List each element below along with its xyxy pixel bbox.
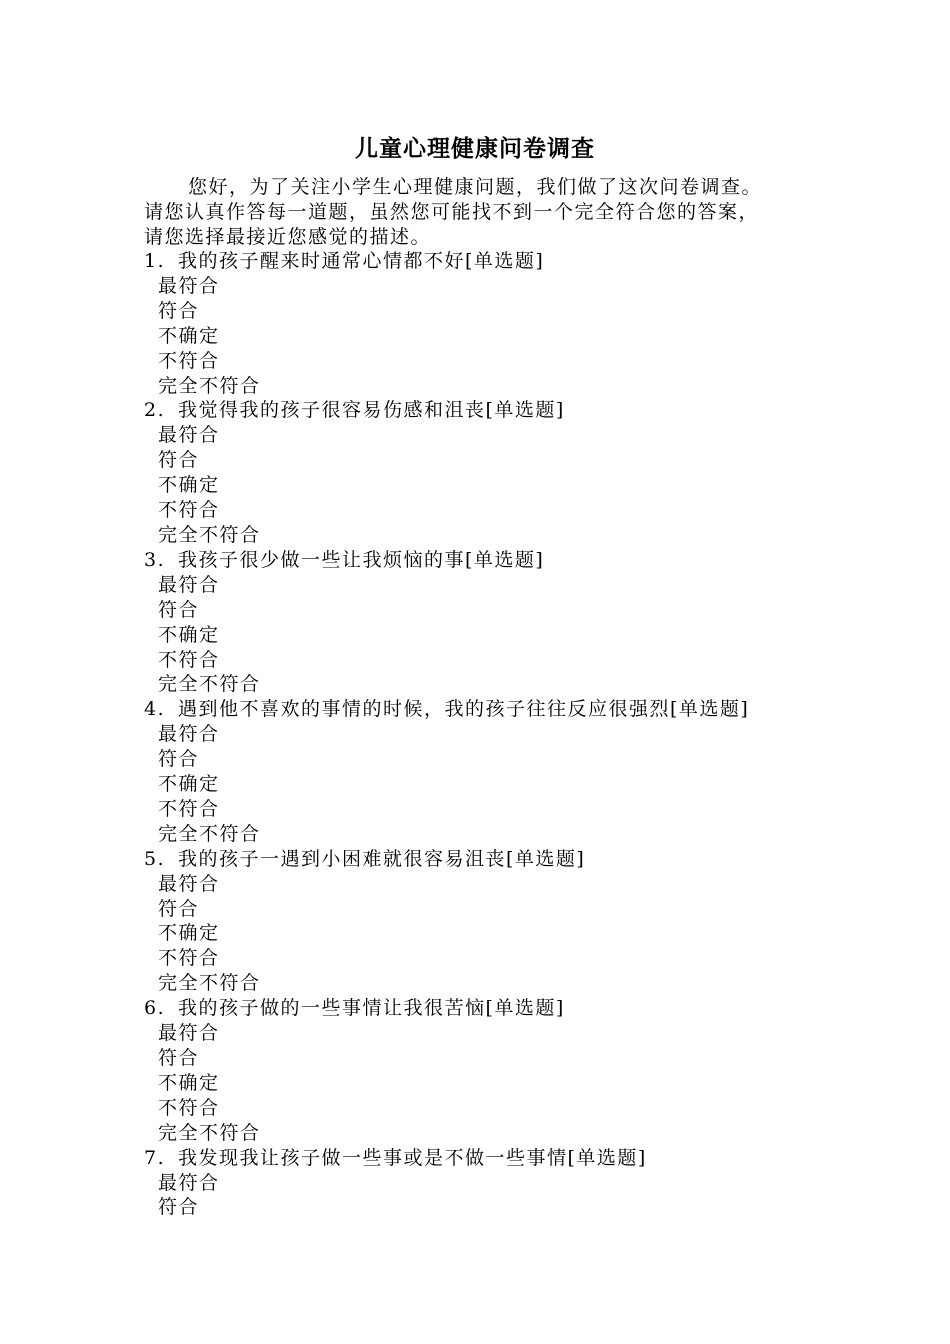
answer-option[interactable]: 不符合 [158, 349, 220, 372]
question-number: 4. [144, 698, 166, 721]
answer-option[interactable]: 符合 [158, 449, 200, 472]
answer-option[interactable]: 不确定 [158, 324, 220, 347]
answer-option[interactable]: 最符合 [158, 274, 220, 297]
question-number: 5. [144, 847, 166, 870]
answer-option[interactable]: 完全不符合 [158, 822, 261, 845]
answer-option[interactable]: 完全不符合 [158, 523, 261, 546]
question-list [144, 249, 824, 1220]
answer-option[interactable]: 最符合 [158, 424, 220, 447]
question-block [144, 548, 824, 697]
question-block [144, 398, 824, 547]
question-block [144, 697, 824, 846]
question-text: 我的孩子一遇到小困难就很容易沮丧[单选题] [178, 847, 586, 870]
question-text: 我觉得我的孩子很容易伤感和沮丧[单选题] [178, 399, 565, 422]
question-number: 1. [144, 250, 166, 272]
question-block [144, 249, 824, 398]
answer-option[interactable]: 符合 [158, 299, 200, 322]
question-text: 我孩子很少做一些让我烦恼的事[单选题] [178, 548, 545, 571]
question-3 [144, 548, 824, 573]
answer-option[interactable]: 不确定 [158, 1071, 220, 1094]
answer-option[interactable]: 不符合 [158, 1096, 220, 1119]
answer-option[interactable]: 不符合 [158, 648, 220, 671]
answer-option[interactable]: 最符合 [158, 1022, 220, 1045]
answer-option[interactable]: 符合 [158, 1196, 200, 1219]
answer-option[interactable]: 符合 [158, 1047, 200, 1069]
question-block [144, 996, 824, 1145]
intro-paragraph [144, 175, 820, 250]
answer-option[interactable]: 符合 [158, 897, 200, 920]
answer-option[interactable]: 不确定 [158, 474, 220, 497]
answer-option[interactable]: 最符合 [158, 573, 220, 596]
answer-option[interactable]: 完全不符合 [158, 1121, 261, 1144]
question-2 [144, 398, 824, 423]
question-text: 我的孩子做的一些事情让我很苦恼[单选题] [178, 997, 565, 1020]
question-7 [144, 1146, 824, 1171]
answer-option[interactable]: 不符合 [158, 797, 220, 820]
question-block [144, 1146, 824, 1221]
intro-line: 请您选择最接近您感觉的描述。 [144, 226, 432, 248]
answer-option[interactable]: 最符合 [158, 1171, 220, 1194]
question-number: 3. [144, 548, 166, 571]
answer-option[interactable]: 符合 [158, 748, 200, 771]
answer-option[interactable]: 不确定 [158, 623, 220, 646]
question-5 [144, 847, 824, 872]
answer-option[interactable]: 最符合 [158, 872, 220, 895]
question-number: 6. [144, 997, 166, 1020]
answer-option[interactable]: 不符合 [158, 499, 220, 522]
answer-option[interactable]: 不确定 [158, 922, 220, 945]
answer-option[interactable]: 不确定 [158, 773, 220, 796]
answer-option[interactable]: 不符合 [158, 947, 220, 970]
intro-line: 您好，为了关注小学生心理健康问题，我们做了这次问卷调查。 [188, 176, 763, 198]
question-6 [144, 996, 824, 1021]
page-title: 儿童心理健康问卷调查 [355, 136, 595, 162]
answer-option[interactable]: 符合 [158, 598, 200, 621]
question-block [144, 847, 824, 996]
answer-option[interactable]: 最符合 [158, 723, 220, 746]
question-number: 2. [144, 399, 166, 422]
question-text: 我发现我让孩子做一些事或是不做一些事情[单选题] [178, 1146, 647, 1169]
answer-option[interactable]: 完全不符合 [158, 972, 261, 995]
answer-option[interactable]: 完全不符合 [158, 374, 261, 397]
question-number: 7. [144, 1146, 166, 1169]
question-4 [144, 697, 824, 722]
answer-option[interactable]: 完全不符合 [158, 673, 261, 696]
question-1 [144, 249, 824, 274]
question-text: 我的孩子醒来时通常心情都不好[单选题] [178, 250, 545, 272]
intro-line: 请您认真作答每一道题，虽然您可能找不到一个完全符合您的答案， [144, 201, 760, 223]
question-text: 遇到他不喜欢的事情的时候，我的孩子往往反应很强烈[单选题] [178, 698, 750, 721]
